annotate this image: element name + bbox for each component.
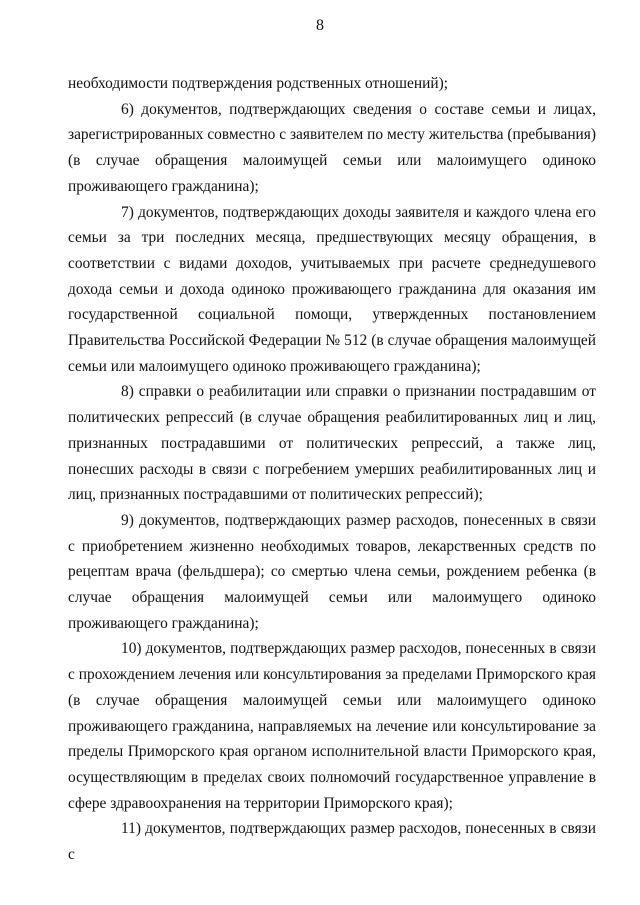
paragraph-item-10: 10) документов, подтверждающих размер расходов, понесенных в связи с прохождением лечения или консультирования за пределами Приморского края (в случае обращения малоимущей семьи или малоимущего одиноко проживающего гражданина, направляемых на лечение или консультирование за пределы Приморского края органом исполнительной власти Приморского края, осуществляющим в пределах своих полномочий государственное управление в сфере здравоохранения на территории Приморского края); (68, 640, 596, 812)
paragraph-item-7: 7) документов, подтверждающих доходы заявителя и каждого члена его семьи за три последних месяца, предшествующих месяцу обращения, в соответствии с видами доходов, учитываемых при расчете среднедушевого дохода семьи и дохода одиноко проживающего гражданина для оказания им государственной социальной помощи, утвержденных постановлением Правительства Российской Федерации № 512 (в случае обращения малоимущей семьи или малоимущего одиноко проживающего гражданина); (68, 203, 596, 375)
paragraph-item-9: 9) документов, подтверждающих размер расходов, понесенных в связи с приобретением жизненно необходимых товаров, лекарственных средств по рецептам врача (фельдшера); со смертью члена семьи, рождением ребенка (в случае обращения малоимущей семьи или малоимущего одиноко проживающего гражданина); (68, 511, 596, 632)
document-body (68, 71, 596, 868)
paragraph-item-6: 6) документов, подтверждающих сведения о составе семьи и лицах, зарегистрированных совместно с заявителем по месту жительства (пребывания) (в случае обращения малоимущей семьи или малоимущего одиноко проживающего гражданина); (68, 100, 596, 195)
paragraph-continuation: необходимости подтверждения родственных отношений); (68, 75, 448, 92)
page-number: 8 (316, 17, 324, 34)
paragraph-item-8: 8) справки о реабилитации или справки о признании пострадавшим от политических репрессий (в случае обращения реабилитированных лиц и лиц, признанных пострадавшими от политических репрессий, а также лиц, понесших расходы в связи с погребением умерших реабилитированных лиц и лиц, признанных пострадавшими от политических репрессий); (68, 383, 596, 504)
paragraph-item-11: 11) документов, подтверждающих размер расходов, понесенных в связи с (68, 820, 596, 864)
